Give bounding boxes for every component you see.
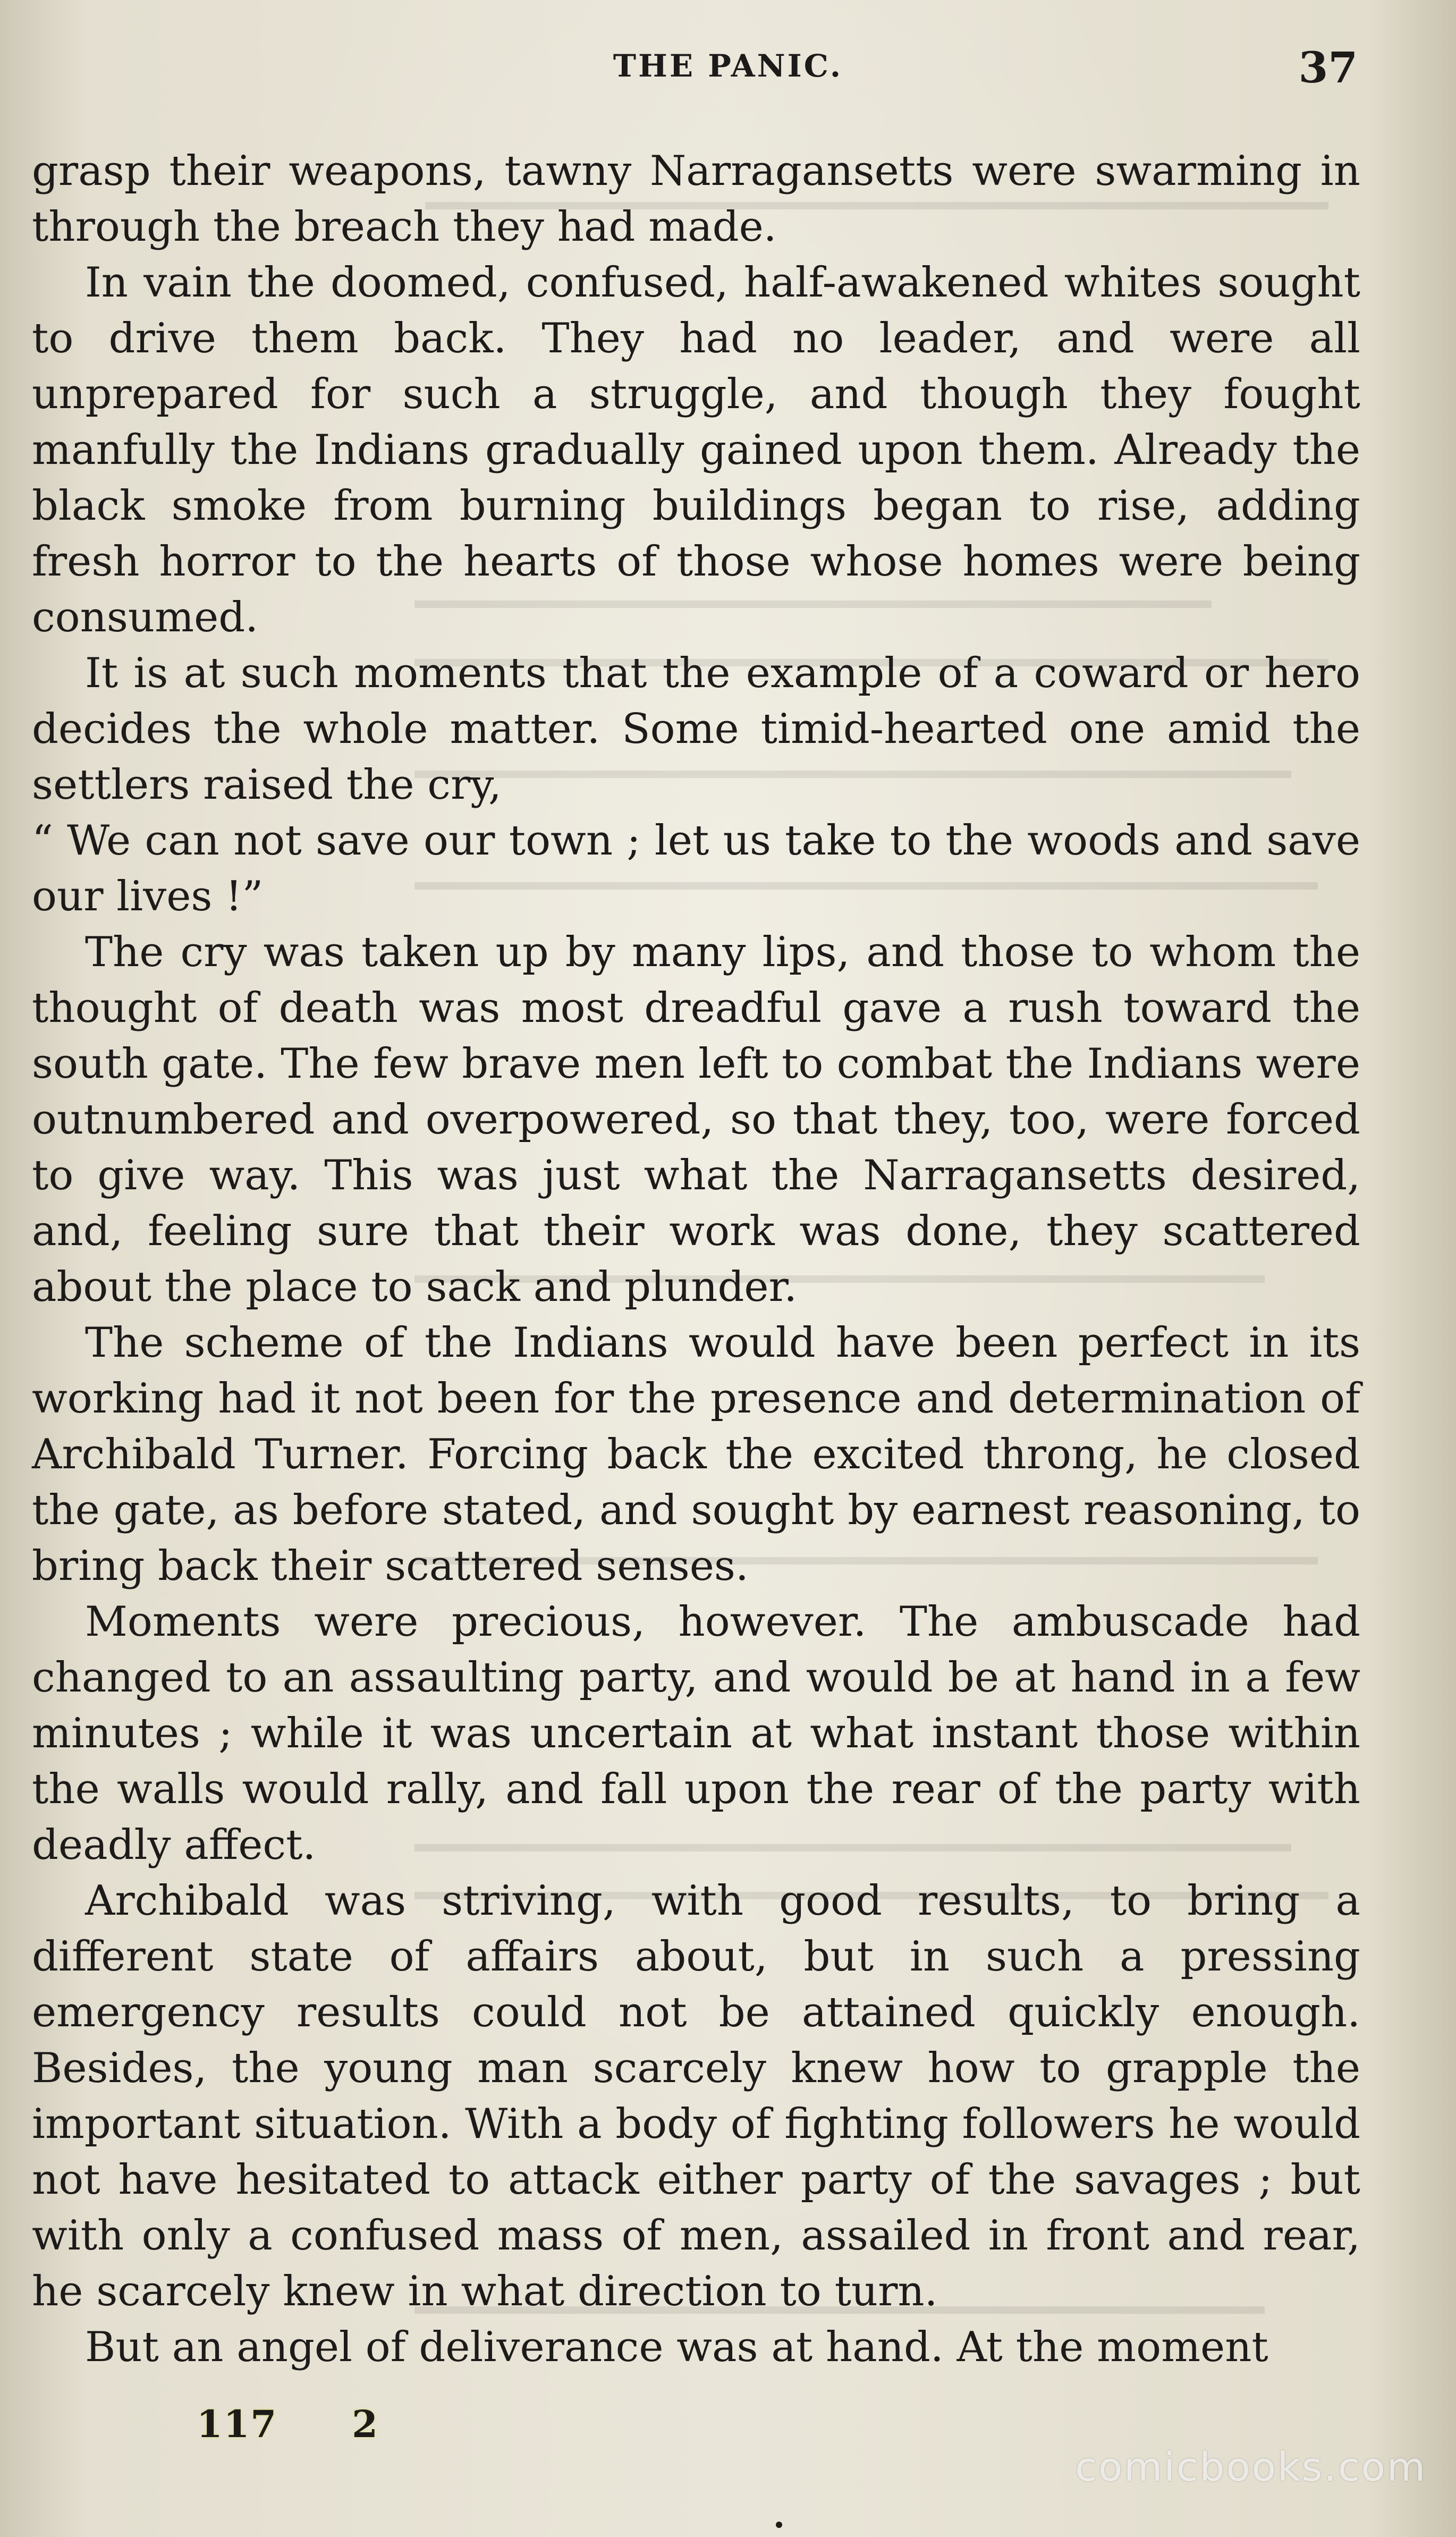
printer-signature-mark (197, 2402, 453, 2446)
paragraph: The cry was taken up by many lips, and those to whom the thought of death was most dreadful gave a rush toward the south gate. The few brave men left to combat the Indians were outnumbered and overpowered, so that they, too, were forced to give way. This was just what the Narragansetts desired, and, feeling sure that their work was done, they scattered about the place to sack and plunder. (32, 928, 1360, 1311)
paragraph: The scheme of the Indians would have been perfect in its working had it not been for the presence and determination of Archibald Turner. Forcing back the excited throng, he closed the gate, as before stated, and sought by earnest reasoning, to bring back their scattered senses. (32, 1319, 1360, 1590)
page-number: 37 (1298, 43, 1358, 92)
quoted-paragraph: “ We can not save our town ; let us take to the woods and save our lives !” (32, 817, 1360, 920)
running-title: THE PANIC. (613, 48, 843, 84)
ink-dot (776, 2522, 782, 2528)
paragraph: grasp their weapons, tawny Narragansetts were swarming in through the breach they had made. (32, 147, 1360, 251)
paragraph: It is at such moments that the example of a coward or hero decides the whole matter. Some timid-hearted one amid the settlers raised the cry, (32, 649, 1360, 809)
paragraph: Archibald was striving, with good results, to bring a different state of affairs about, but in such a pressing emergency results could not be attained quickly enough. Besides, the young man scarcely knew how to grapple the important situation. With a body of fighting followers he would not have hesitated to attack either party of the savages ; but with only a confused mass of men, assailed in front and rear, he scarcely knew in what direction to turn. (32, 1877, 1360, 2315)
running-head (0, 43, 1456, 101)
paragraph: In vain the doomed, confused, half-awakened whites sought to drive them back. They had no leader, and were all unprepared for such a struggle, and though they fought manfully the Indians gradually gained upon them. Already the black smoke from burning buildings began to rise, adding fresh horror to the hearts of those whose homes were being consumed. (32, 259, 1360, 641)
body-text (32, 143, 1360, 2375)
watermark: comicbooks.com (1075, 2445, 1427, 2490)
paragraph: But an angel of deliverance was at hand. At the moment (85, 2323, 1268, 2371)
signature-number: 117 (197, 2402, 278, 2446)
signature-letter: 2 (352, 2402, 379, 2446)
paragraph: Moments were precious, however. The ambuscade had changed to an assaulting party, and would be at hand in a few minutes ; while it was uncertain at what instant those within the walls would rally, and fall upon the rear of the party with deadly affect. (32, 1598, 1360, 1869)
